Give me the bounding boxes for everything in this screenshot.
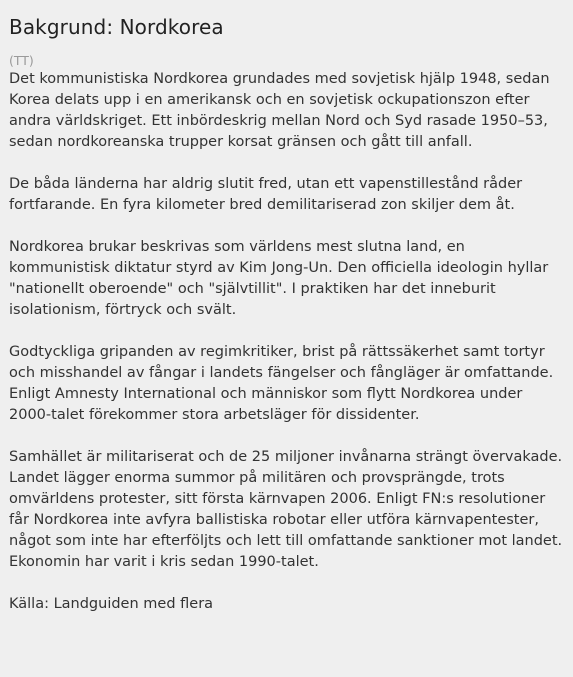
article-paragraph: Godtyckliga gripanden av regimkritiker, brist på rättssäkerhet samt tortyr och misshandel av fångar i landets fängelser och fångläger är omfattande. Enligt Amnesty International och människor som flytt Nordkorea under 2000-talet förekommer stora arbetsläger för dissidenter.	[9, 344, 554, 423]
article-byline: (TT)	[9, 53, 34, 68]
article-paragraph: Nordkorea brukar beskrivas som världens mest slutna land, en kommunistisk diktatur styrd av Kim Jong-Un. Den officiella ideologin hyllar "nationellt oberoende" och "självtillit". I praktiken har det inneburit isolationism, förtryck och svält.	[9, 239, 549, 318]
article-paragraph: Det kommunistiska Nordkorea grundades med sovjetisk hjälp 1948, sedan Korea delats upp i en amerikansk och en sovjetisk ockupationszon efter andra världskriget. Ett inbördeskrig mellan Nord och Syd rasade 1950–53, sedan nordkoreanska trupper korsat gränsen och gått till anfall.	[9, 71, 550, 150]
article-paragraph: De båda länderna har aldrig slutit fred, utan ett vapenstillestånd råder fortfarande. En fyra kilometer bred demilitariserad zon skiljer dem åt.	[9, 176, 523, 213]
article-title: Bakgrund: Nordkorea	[9, 15, 224, 39]
article-paragraph: Samhället är militariserat och de 25 miljoner invånarna strängt övervakade. Landet lägger enorma summor på militären och provsprängde, trots omvärldens protester, sitt första kärnvapen 2006. Enligt FN:s resolutioner får Nordkorea inte avfyra ballistiska robotar eller utföra kärnvapentester, något som inte har efterföljts och lett till omfattande sanktioner mot landet. Ekonomin har varit i kris sedan 1990-talet.	[9, 449, 563, 570]
article-source: Källa: Landguiden med flera	[9, 596, 214, 612]
